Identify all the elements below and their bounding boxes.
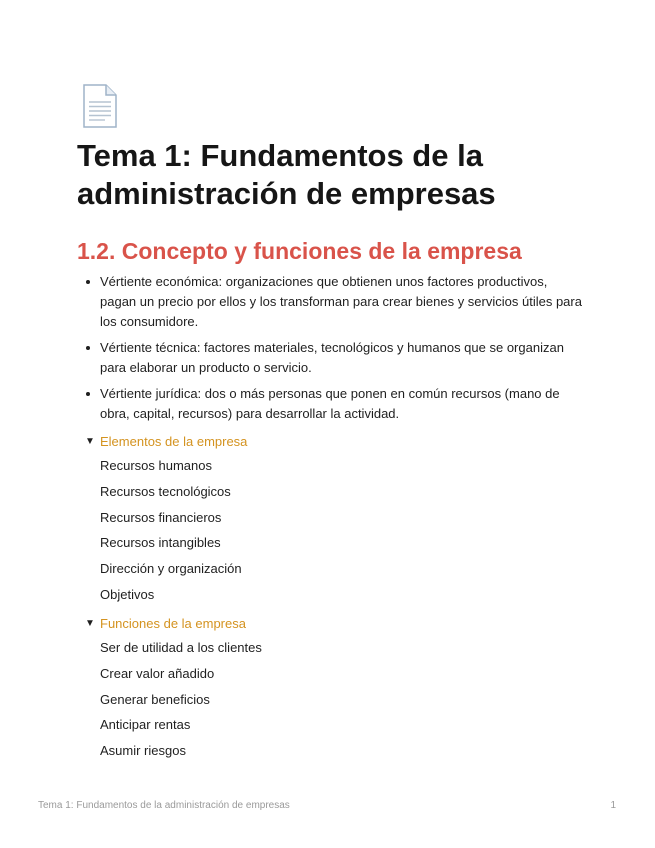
toggle-header-funciones[interactable] (85, 613, 565, 633)
toggle-label[interactable]: Funciones de la empresa (100, 615, 246, 631)
list-item: Ser de utilidad a los clientes (100, 640, 262, 655)
section-heading: 1.2. Concepto y funciones de la empresa (77, 238, 522, 264)
list-item: Objetivos (100, 586, 155, 602)
list-item (77, 338, 587, 378)
list-item: Dirección y organización (100, 561, 242, 577)
list-item: Recursos intangibles (100, 535, 221, 551)
bullet-text: Vértiente técnica: factores materiales, tecnológicos y humanos que se organizan para elaborar un producto o servicio. (100, 340, 564, 375)
toggle-content (85, 638, 565, 761)
footer-title: Tema 1: Fundamentos de la administración de empresas (38, 800, 290, 811)
list-item: Asumir riesgos (100, 743, 186, 759)
toggle-header-elementos[interactable] (85, 431, 565, 451)
toggle-label[interactable]: Elementos de la empresa (100, 433, 248, 449)
page-number: 1 (610, 800, 616, 811)
document-icon (78, 84, 122, 128)
toggle-elementos (85, 431, 565, 611)
bullet-icon (86, 392, 90, 396)
page-title: Tema 1: Fundamentos de la administración de empresas (77, 138, 496, 211)
list-item: Recursos tecnológicos (100, 483, 231, 499)
list-item: Recursos financieros (100, 509, 222, 525)
caret-down-icon[interactable]: ▼ (85, 435, 95, 447)
list-item (77, 384, 587, 424)
bullet-list (77, 272, 587, 430)
list-item: Crear valor añadido (100, 665, 215, 681)
bullet-text: Vértiente jurídica: dos o más personas que ponen en común recursos (mano de obra, capital, recursos) para desarrollar la actividad. (100, 386, 560, 421)
caret-down-icon[interactable]: ▼ (85, 617, 95, 629)
bullet-icon (86, 280, 90, 284)
list-item: Generar beneficios (100, 691, 210, 707)
list-item (77, 272, 587, 332)
list-item: Anticipar rentas (100, 717, 191, 733)
bullet-text: Vértiente económica: organizaciones que obtienen unos factores productivos, pagan un precio por ellos y los transforman para crear bienes y servicios útiles para los consumidore. (100, 274, 582, 329)
toggle-funciones (85, 613, 565, 767)
bullet-icon (86, 346, 90, 350)
list-item: Recursos humanos (100, 458, 212, 473)
toggle-content (85, 456, 565, 605)
